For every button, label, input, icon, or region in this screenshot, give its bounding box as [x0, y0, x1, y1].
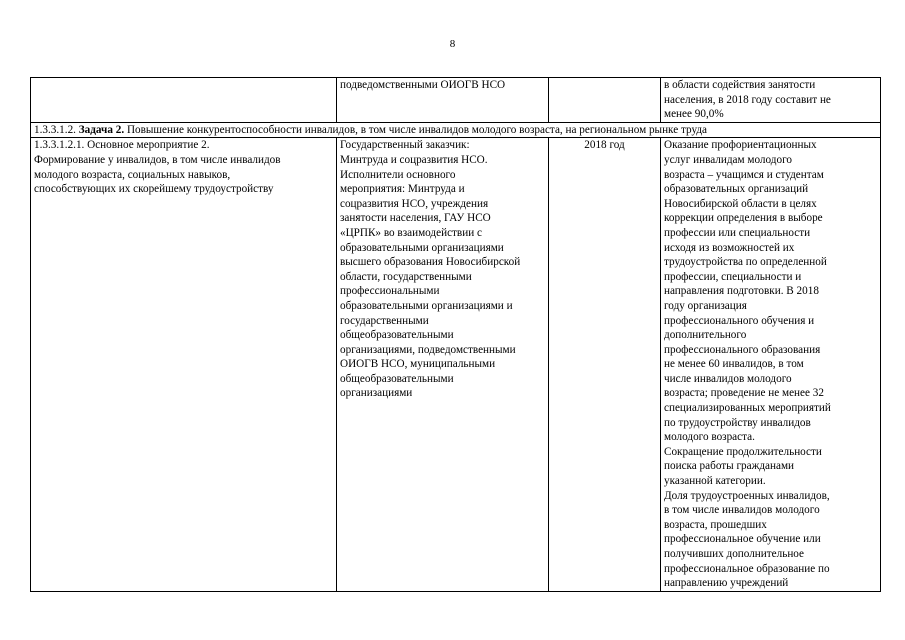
measures-table [30, 77, 881, 592]
task-label: Задача 2. [78, 123, 125, 136]
cell-period: 2018 год [549, 138, 661, 591]
task-text: Повышение конкурентоспособности инвалидов, в том числе инвалидов молодого возраста, на региональном рынке труда [126, 123, 707, 136]
cell-period [549, 78, 661, 123]
task-number: 1.3.3.1.2. [34, 123, 76, 136]
cell-measure: 1.3.3.1.2.1. Основное мероприятие 2. Формирование у инвалидов, в том числе инвалидов молодого возраста, социальных навыков, способствующих их скорейшему трудоустройству [31, 138, 337, 591]
table-row-measure [31, 138, 881, 591]
cell-measure [31, 78, 337, 123]
table-row-task [31, 122, 881, 138]
cell-executors: подведомственными ОИОГВ НСО [337, 78, 549, 123]
cell-executors: Государственный заказчик: Минтруда и соцразвития НСО. Исполнители основного мероприятия: Минтруда и соцразвития НСО, учреждения занятости населения, ГАУ НСО «ЦРПК» во взаимодействии с образовательными организациями высшего образования Новосибирской области, государственными профессиональными образовательными организациями и государственными общеобразовательными организациями, подведомственными ОИОГВ НСО, муниципальными общеобразовательными организациями [337, 138, 549, 591]
cell-result: в области содействия занятости населения, в 2018 году составит не менее 90,0% [661, 78, 881, 123]
table-row-continued [31, 78, 881, 123]
cell-result: Оказание профориентационных услуг инвалидам молодого возраста – учащимся и студентам образовательных организаций Новосибирской области в целях коррекции определения в выборе профессии или специальности исходя из возможностей их трудоустройства по определенной профессии, специальности и направления подготовки. В 2018 году организация профессионального обучения и дополнительного профессионального образования не менее 60 инвалидов, в том числе инвалидов молодого возраста; проведение не менее 32 специализированных мероприятий по трудоустройству инвалидов молодого возраста. Сокращение продолжительности поиска работы гражданами указанной категории. Доля трудоустроенных инвалидов, в том числе инвалидов молодого возраста, прошедших профессиональное обучение или получивших дополнительное профессиональное образование по направлению учреждений [661, 138, 881, 591]
page-number: 8 [449, 38, 456, 50]
task-cell [31, 122, 881, 138]
